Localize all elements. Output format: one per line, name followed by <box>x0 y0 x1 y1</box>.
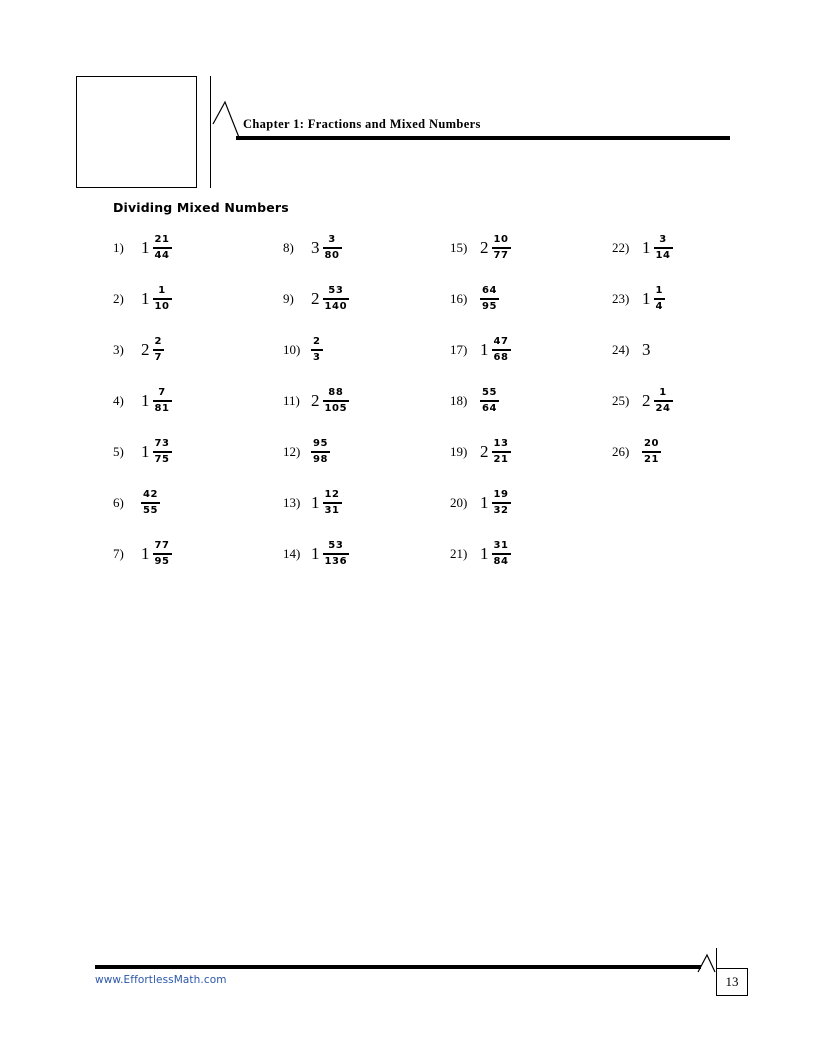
logo-placeholder-box <box>76 76 197 188</box>
answer-item <box>450 477 615 528</box>
fraction-part <box>153 438 172 466</box>
answer-item <box>283 273 453 324</box>
fraction-numerator: 7 <box>158 386 166 398</box>
answer-item-number: 7) <box>113 545 124 561</box>
answer-item <box>450 324 615 375</box>
fraction-part <box>654 234 673 262</box>
fraction-denominator: 32 <box>492 502 511 517</box>
answer-item-number: 17) <box>450 341 468 357</box>
answer-item-number: 18) <box>450 392 468 408</box>
header-vertical-divider <box>210 76 211 188</box>
website-link[interactable]: www.EffortlessMath.com <box>95 974 227 986</box>
answer-item <box>450 375 615 426</box>
fraction-part <box>492 234 511 262</box>
whole-number-part: 2 <box>311 289 320 308</box>
fraction-numerator: 95 <box>313 437 329 449</box>
fraction-part <box>153 285 172 313</box>
whole-number-part: 1 <box>141 238 150 257</box>
fraction-denominator: 95 <box>153 553 172 568</box>
answer-value <box>141 438 172 466</box>
answer-item <box>612 426 777 477</box>
fraction-denominator: 31 <box>323 502 342 517</box>
answer-value <box>642 285 665 313</box>
fraction-part <box>492 336 511 364</box>
answer-item-number: 16) <box>450 290 468 306</box>
fraction-denominator: 4 <box>654 298 666 313</box>
fraction-part <box>153 336 165 364</box>
fraction-numerator: 73 <box>154 437 170 449</box>
answer-item <box>113 324 283 375</box>
fraction-denominator: 136 <box>323 553 350 568</box>
answer-value <box>480 438 511 466</box>
answer-item <box>450 222 615 273</box>
fraction-denominator: 24 <box>654 400 673 415</box>
fraction-numerator: 13 <box>493 437 509 449</box>
answer-item <box>450 426 615 477</box>
fraction-numerator: 19 <box>493 488 509 500</box>
fraction-numerator: 20 <box>644 437 660 449</box>
fraction-part <box>323 489 342 517</box>
answer-item-number: 15) <box>450 239 468 255</box>
whole-number-part: 3 <box>311 238 320 257</box>
answer-value <box>642 387 673 415</box>
answer-item-number: 8) <box>283 239 294 255</box>
answer-item-number: 23) <box>612 290 630 306</box>
whole-number-part: 2 <box>480 238 489 257</box>
chevron-flag-icon <box>212 96 242 141</box>
answer-value <box>141 285 172 313</box>
answer-item-number: 5) <box>113 443 124 459</box>
fraction-part <box>480 387 499 415</box>
answer-item <box>113 273 283 324</box>
fraction-denominator: 7 <box>153 349 165 364</box>
header-rule <box>236 136 730 140</box>
fraction-denominator: 68 <box>492 349 511 364</box>
fraction-denominator: 105 <box>323 400 350 415</box>
fraction-denominator: 21 <box>492 451 511 466</box>
fraction-denominator: 95 <box>480 298 499 313</box>
fraction-denominator: 3 <box>311 349 323 364</box>
fraction-denominator: 140 <box>323 298 350 313</box>
fraction-denominator: 75 <box>153 451 172 466</box>
answer-column-3 <box>450 222 615 579</box>
fraction-denominator: 44 <box>153 247 172 262</box>
whole-number-part: 1 <box>480 544 489 563</box>
answer-value <box>480 285 499 313</box>
answer-value <box>311 438 330 466</box>
fraction-numerator: 64 <box>482 284 498 296</box>
answer-value <box>141 336 164 364</box>
answer-item <box>612 324 777 375</box>
fraction-denominator: 21 <box>642 451 661 466</box>
answer-item <box>113 528 283 579</box>
answer-item <box>113 375 283 426</box>
fraction-part <box>311 336 323 364</box>
whole-number-part: 1 <box>141 544 150 563</box>
whole-number-part: 1 <box>642 238 651 257</box>
fraction-denominator: 77 <box>492 247 511 262</box>
answer-item-number: 14) <box>283 545 301 561</box>
whole-number-part: 1 <box>480 340 489 359</box>
answer-value <box>311 489 342 517</box>
fraction-part <box>153 234 172 262</box>
fraction-part <box>654 387 673 415</box>
answer-item-number: 20) <box>450 494 468 510</box>
answer-column-2 <box>283 222 453 579</box>
fraction-numerator: 1 <box>655 284 664 296</box>
answer-item-number: 2) <box>113 290 124 306</box>
fraction-denominator: 98 <box>311 451 330 466</box>
answer-item-number: 3) <box>113 341 124 357</box>
page-footer <box>0 946 816 1056</box>
answer-item <box>283 375 453 426</box>
answer-item-number: 11) <box>283 392 300 408</box>
answer-item-number: 26) <box>612 443 630 459</box>
fraction-part <box>323 387 350 415</box>
fraction-numerator: 77 <box>154 539 170 551</box>
answer-item-number: 21) <box>450 545 468 561</box>
answer-item <box>612 273 777 324</box>
whole-number-part: 1 <box>311 493 320 512</box>
answer-item <box>113 222 283 273</box>
fraction-numerator: 12 <box>324 488 340 500</box>
page-header <box>0 0 816 200</box>
answer-item <box>283 324 453 375</box>
fraction-part <box>323 234 342 262</box>
answer-item <box>283 528 453 579</box>
fraction-numerator: 1 <box>659 386 667 398</box>
answer-column-1 <box>113 222 283 579</box>
footer-rule <box>95 965 701 969</box>
fraction-numerator: 53 <box>328 284 344 296</box>
fraction-part <box>492 489 511 517</box>
answer-item-number: 19) <box>450 443 468 459</box>
fraction-part <box>642 438 661 466</box>
answer-item <box>450 273 615 324</box>
fraction-denominator: 80 <box>323 247 342 262</box>
fraction-part <box>654 285 666 313</box>
whole-number-part: 1 <box>141 289 150 308</box>
whole-number-part: 3 <box>642 340 651 359</box>
fraction-part <box>492 438 511 466</box>
fraction-numerator: 3 <box>328 233 336 245</box>
answer-value <box>480 489 511 517</box>
answer-item <box>113 477 283 528</box>
answer-item-number: 10) <box>283 341 301 357</box>
fraction-numerator: 1 <box>158 284 166 296</box>
fraction-numerator: 31 <box>493 539 509 551</box>
whole-number-part: 2 <box>311 391 320 410</box>
fraction-denominator: 84 <box>492 553 511 568</box>
fraction-numerator: 10 <box>493 233 509 245</box>
answer-item <box>113 426 283 477</box>
fraction-numerator: 2 <box>154 335 163 347</box>
fraction-denominator: 10 <box>153 298 172 313</box>
answer-item-number: 12) <box>283 443 301 459</box>
whole-number-part: 1 <box>311 544 320 563</box>
answer-value <box>480 387 499 415</box>
answer-value <box>480 540 511 568</box>
fraction-part <box>323 540 350 568</box>
fraction-part <box>141 489 160 517</box>
whole-number-part: 2 <box>480 442 489 461</box>
answer-value <box>311 234 342 262</box>
fraction-numerator: 47 <box>493 335 509 347</box>
fraction-denominator: 81 <box>153 400 172 415</box>
answer-item-number: 24) <box>612 341 630 357</box>
answer-item <box>612 222 777 273</box>
fraction-denominator: 55 <box>141 502 160 517</box>
fraction-numerator: 3 <box>659 233 667 245</box>
chevron-flag-icon <box>697 951 717 973</box>
answer-column-4 <box>612 222 777 477</box>
fraction-part <box>492 540 511 568</box>
answer-item-number: 6) <box>113 494 124 510</box>
answer-item <box>283 477 453 528</box>
answer-value <box>642 234 673 262</box>
answer-value <box>141 234 172 262</box>
answer-value <box>480 336 511 364</box>
whole-number-part: 1 <box>141 391 150 410</box>
page-title: Dividing Mixed Numbers <box>113 200 289 215</box>
fraction-denominator: 14 <box>654 247 673 262</box>
fraction-numerator: 55 <box>482 386 498 398</box>
answer-value <box>141 540 172 568</box>
answer-value <box>141 387 172 415</box>
answer-value <box>311 387 349 415</box>
fraction-numerator: 53 <box>328 539 344 551</box>
answer-item-number: 4) <box>113 392 124 408</box>
answer-value <box>642 438 661 466</box>
answer-item-number: 1) <box>113 239 124 255</box>
answer-item-number: 25) <box>612 392 630 408</box>
whole-number-part: 1 <box>480 493 489 512</box>
chapter-title: Chapter 1: Fractions and Mixed Numbers <box>243 117 481 131</box>
answer-item <box>283 222 453 273</box>
page-number-box: 13 <box>716 968 748 996</box>
answer-item <box>283 426 453 477</box>
answer-value <box>311 285 349 313</box>
fraction-denominator: 64 <box>480 400 499 415</box>
whole-number-part: 2 <box>642 391 651 410</box>
answer-item-number: 9) <box>283 290 294 306</box>
answer-value <box>642 341 654 358</box>
fraction-numerator: 42 <box>143 488 159 500</box>
answer-item <box>450 528 615 579</box>
answer-item-number: 13) <box>283 494 301 510</box>
whole-number-part: 2 <box>141 340 150 359</box>
fraction-part <box>480 285 499 313</box>
whole-number-part: 1 <box>141 442 150 461</box>
fraction-numerator: 21 <box>154 233 170 245</box>
answer-value <box>311 336 323 364</box>
fraction-part <box>323 285 350 313</box>
answer-item-number: 22) <box>612 239 630 255</box>
fraction-part <box>153 540 172 568</box>
fraction-numerator: 2 <box>313 335 321 347</box>
answer-value <box>141 489 160 517</box>
whole-number-part: 1 <box>642 289 651 308</box>
answer-item <box>612 375 777 426</box>
answer-value <box>480 234 511 262</box>
fraction-part <box>311 438 330 466</box>
answer-value <box>311 540 349 568</box>
fraction-numerator: 88 <box>328 386 344 398</box>
fraction-part <box>153 387 172 415</box>
